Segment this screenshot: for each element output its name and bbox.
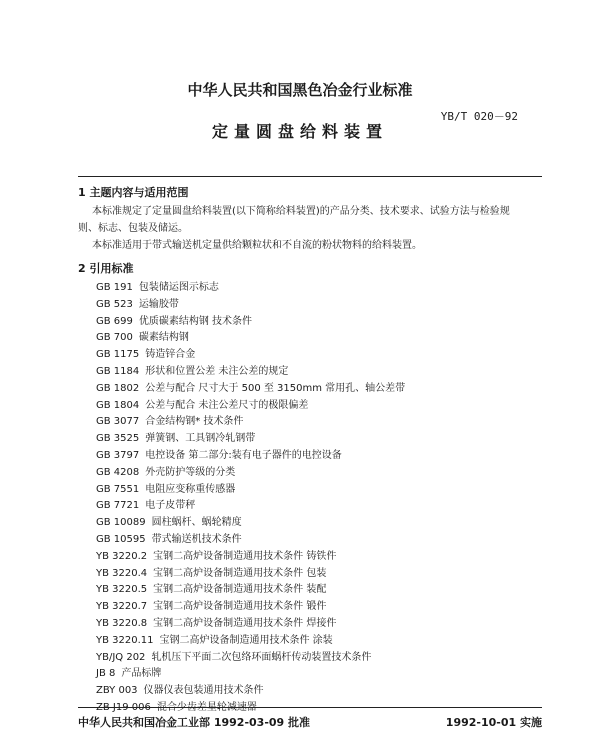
reference-title: 弹簧钢、工具钢冷轧钢带 — [145, 433, 256, 445]
reference-code: JB 8 — [96, 668, 116, 680]
reference-item — [96, 566, 405, 583]
reference-code: GB 7551 — [96, 483, 140, 495]
reference-title: 电控设备 第二部分:装有电子器件的电控设备 — [145, 449, 342, 461]
reference-item — [96, 330, 405, 347]
reference-code: YB 3220.8 — [96, 617, 148, 629]
section-1-heading: 1 主题内容与适用范围 — [78, 186, 189, 199]
reference-code: YB 3220.11 — [96, 634, 154, 646]
reference-title: 电子皮带秤 — [145, 500, 196, 512]
reference-code: GB 3797 — [96, 449, 140, 461]
reference-code: GB 1184 — [96, 365, 140, 377]
reference-code: GB 10089 — [96, 517, 146, 529]
reference-title: 圆柱蜗杆、蜗轮精度 — [151, 517, 242, 529]
reference-title: 仪器仪表包装通用技术条件 — [143, 685, 264, 697]
section-1-paragraph-1-line-1: 本标准规定了定量圆盘给料装置(以下简称给料装置)的产品分类、技术要求、试验方法与检验规 — [92, 206, 510, 217]
section-2-heading: 2 引用标准 — [78, 262, 134, 275]
reference-title: 宝钢二高炉设备制造通用技术条件 铸铁件 — [153, 550, 337, 562]
reference-item — [96, 465, 405, 482]
reference-item — [96, 582, 405, 599]
reference-item — [96, 616, 405, 633]
standard-code: YB/T 020－92 — [440, 110, 518, 123]
reference-list — [96, 280, 405, 717]
reference-code: YB 3220.2 — [96, 550, 148, 562]
reference-code: GB 523 — [96, 298, 133, 310]
reference-title: 铸造锌合金 — [145, 349, 196, 361]
reference-item — [96, 280, 405, 297]
implementation-date: 1992-10-01 实施 — [445, 716, 542, 729]
reference-code: GB 1802 — [96, 382, 140, 394]
reference-code: GB 1804 — [96, 399, 140, 411]
reference-code: GB 3077 — [96, 416, 140, 428]
section-1-paragraph-2: 本标准适用于带式输送机定量供给颗粒状和不自流的粉状物料的给料装置。 — [92, 240, 422, 251]
reference-item — [96, 414, 405, 431]
reference-code: ZB J19 006 — [96, 701, 151, 713]
reference-title: 公差与配合 尺寸大于 500 至 3150mm 常用孔、轴公差带 — [145, 382, 406, 394]
top-divider — [78, 176, 542, 177]
reference-item — [96, 650, 405, 667]
reference-item — [96, 347, 405, 364]
reference-title: 公差与配合 未注公差尺寸的极限偏差 — [145, 399, 309, 411]
reference-code: YB 3220.4 — [96, 567, 148, 579]
reference-title: 外壳防护等级的分类 — [145, 466, 236, 478]
reference-code: GB 191 — [96, 282, 133, 293]
reference-title: 宝钢二高炉设备制造通用技术条件 锻件 — [153, 601, 327, 613]
reference-title: 合金结构钢* 技术条件 — [145, 416, 244, 428]
reference-title: 包装储运图示标志 — [138, 282, 219, 293]
reference-title: 产品标牌 — [121, 668, 162, 680]
reference-code: GB 3525 — [96, 433, 140, 445]
reference-item — [96, 515, 405, 532]
reference-code: YB 3220.7 — [96, 601, 148, 613]
reference-code: YB 3220.5 — [96, 584, 148, 596]
document-title: 定量圆盘给料装置 — [211, 122, 388, 141]
reference-title: 宝钢二高炉设备制造通用技术条件 焊接件 — [153, 617, 337, 629]
reference-title: 宝钢二高炉设备制造通用技术条件 装配 — [153, 584, 327, 596]
reference-code: YB/JQ 202 — [96, 651, 146, 663]
reference-title: 碳素结构钢 — [138, 332, 189, 344]
reference-title: 形状和位置公差 未注公差的规定 — [145, 365, 289, 377]
reference-item — [96, 683, 405, 700]
reference-item — [96, 448, 405, 465]
reference-item — [96, 364, 405, 381]
reference-title: 优质碳素结构钢 技术条件 — [138, 315, 253, 327]
reference-code: GB 700 — [96, 332, 133, 344]
reference-title: 宝钢二高炉设备制造通用技术条件 包装 — [153, 567, 327, 579]
reference-item — [96, 314, 405, 331]
reference-item — [96, 431, 405, 448]
reference-item — [96, 666, 405, 683]
reference-item — [96, 381, 405, 398]
reference-code: GB 1175 — [96, 349, 140, 361]
approval-line: 中华人民共和国冶金工业部 1992-03-09 批准 — [78, 716, 311, 729]
reference-item — [96, 482, 405, 499]
section-1-paragraph-1-line-2: 则、标志、包装及储运。 — [78, 223, 188, 234]
reference-item — [96, 599, 405, 616]
reference-title: 运输胶带 — [138, 298, 179, 310]
reference-title: 带式输送机技术条件 — [151, 533, 242, 545]
reference-title: 混合少齿差星轮减速器 — [156, 701, 257, 713]
reference-title: 宝钢二高炉设备制造通用技术条件 涂装 — [159, 634, 333, 646]
reference-code: GB 10595 — [96, 533, 146, 545]
reference-item — [96, 398, 405, 415]
reference-item — [96, 549, 405, 566]
reference-code: GB 699 — [96, 315, 133, 327]
reference-item — [96, 297, 405, 314]
reference-item — [96, 498, 405, 515]
reference-item — [96, 633, 405, 650]
bottom-divider — [78, 707, 542, 708]
reference-code: GB 7721 — [96, 500, 140, 512]
issuer-heading: 中华人民共和国黑色冶金行业标准 — [187, 81, 413, 99]
reference-title: 轧机压下平面二次包络环面蜗杆传动装置技术条件 — [151, 651, 372, 663]
reference-code: GB 4208 — [96, 466, 140, 478]
reference-title: 电阻应变称重传感器 — [145, 483, 236, 495]
reference-item — [96, 532, 405, 549]
reference-code: ZBY 003 — [96, 685, 138, 697]
